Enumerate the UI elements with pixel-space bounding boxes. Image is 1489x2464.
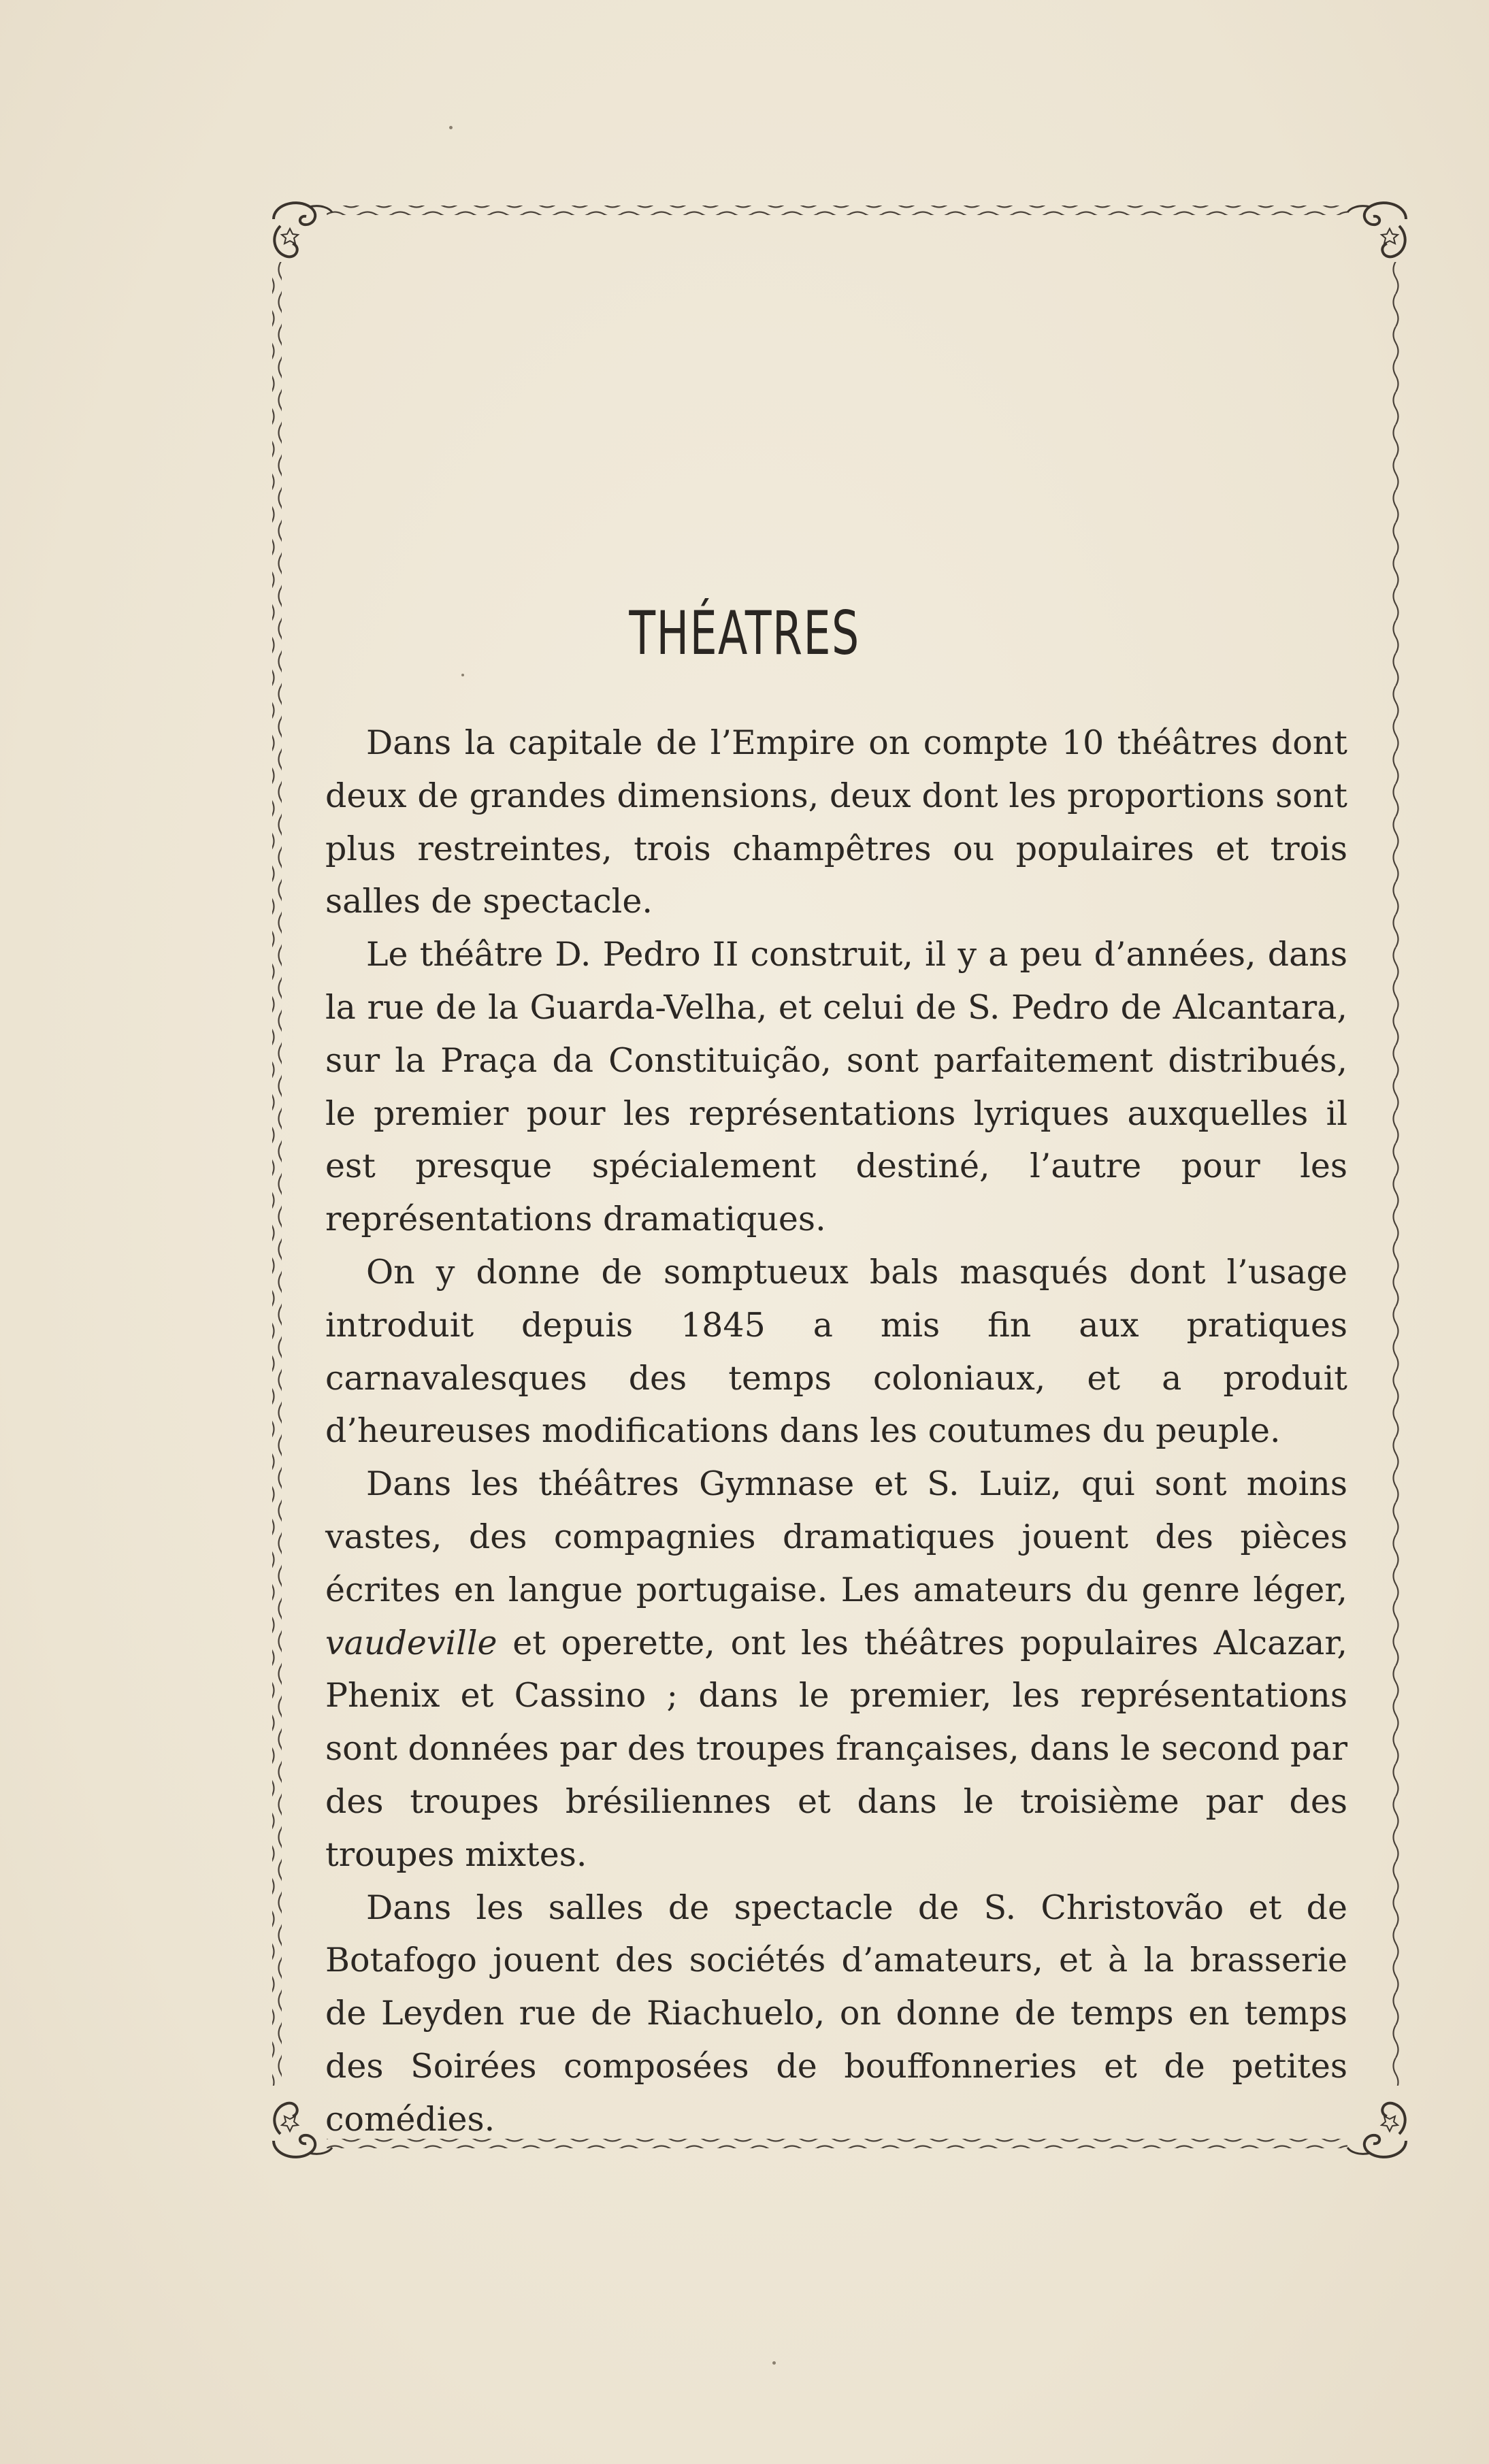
page-title: THÉATRES: [629, 597, 860, 668]
corner-ornament-bottom-right: [1347, 2103, 1406, 2157]
corner-ornament-top-left: [274, 203, 332, 257]
paragraph-5: Dans les salles de spectacle de S. Christovão et de Botafogo jouent des sociétés d’amateurs, et à la brasserie de Leyden rue de Riachuelo, on donne de temps en temps des Soirées composées de bouffonneries et de petites comédies.: [325, 1888, 1347, 2139]
paper-speck: [449, 126, 453, 129]
corner-ornament-top-right: [1347, 203, 1406, 257]
paragraph-3: On y donne de somptueux bals masqués dont l’usage introduit depuis 1845 a mis fin aux pratiques carnavalesques des temps coloniaux, et a produit d’heureuses modifications dans les coutumes du peuple.: [325, 1252, 1347, 1451]
paragraph-1: Dans la capitale de l’Empire on compte 10 théâtres dont deux de grandes dimensions, deux dont les proportions sont plus restreintes, trois champêtres ou populaires et trois salles de spectacle.: [325, 723, 1347, 921]
frame-top-border: [327, 206, 1347, 215]
body-text: [325, 717, 1347, 2146]
paragraph-4: [325, 1458, 1347, 1881]
paper-speck: [772, 2361, 776, 2365]
frame-right-border: [1392, 262, 1402, 2086]
paragraph-4-before: Dans les théâtres Gymnase et S. Luiz, qui sont moins vastes, des compagnies dramatiques jouent des pièces écrites en langue portugaise. Les amateurs du genre léger,: [325, 1464, 1347, 1609]
paragraph-4-after: et operette, ont les théâtres populaires Alcazar, Phenix et Cassino ; dans le premier, les représentations sont données par des troupes françaises, dans le second par des troupes brésiliennes et dans le troisième par des troupes mixtes.: [325, 1623, 1347, 1874]
paragraph-4-italic: vaudeville: [325, 1623, 497, 1662]
corner-ornament-bottom-left: [274, 2103, 332, 2157]
paragraph-2: Le théâtre D. Pedro II construit, il y a peu d’années, dans la rue de la Guarda-Velha, et celui de S. Pedro de Alcantara, sur la Praça da Constituição, sont parfaitement distribués, le premier pour les représentations lyriques auxquelles il est presque spécialement destiné, l’autre pour les représentations dramatiques.: [325, 935, 1347, 1239]
paper-speck: [461, 674, 464, 676]
frame-left-border: [272, 262, 282, 2086]
